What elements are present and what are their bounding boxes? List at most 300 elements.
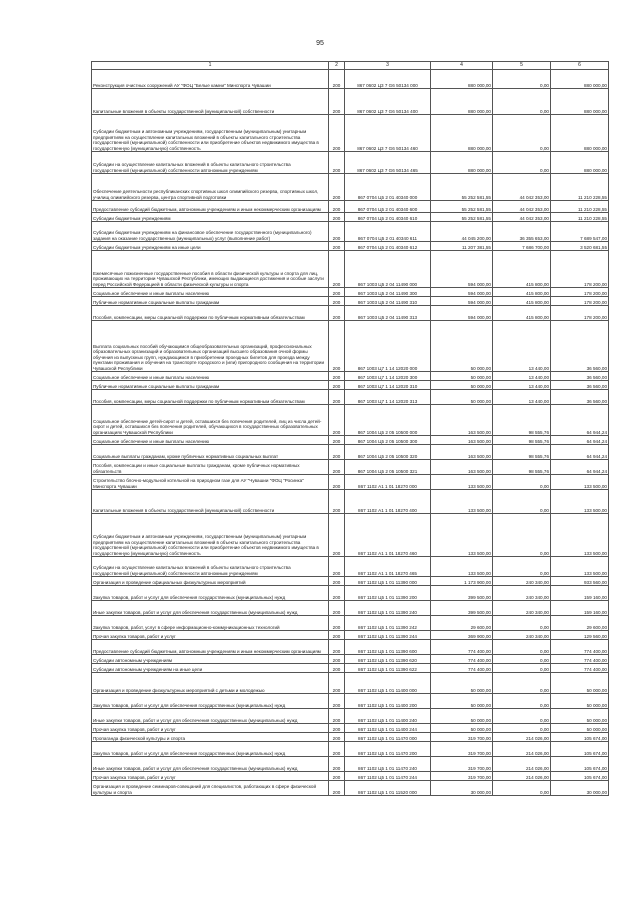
- row-budget-code: 867 1102 Ц5 1 01 11390 000: [345, 577, 431, 586]
- row-budget-code: 867 0602 Ц3 7 G6 50134 400: [345, 89, 431, 115]
- row-ved-code: 200: [329, 757, 345, 772]
- row-budget-code: 867 1102 Ц5 1 01 11390 600: [345, 640, 431, 655]
- row-description: Субсидии бюджетным учреждениям на иные цели: [92, 242, 329, 251]
- row-approved-amount: 594 000,00: [431, 288, 493, 297]
- row-ved-code: 200: [329, 781, 345, 796]
- row-executed-amount: 0,00: [493, 673, 551, 694]
- row-budget-code: 867 1004 Ц5 2 05 10500 300: [345, 436, 431, 445]
- row-budget-code: 867 1102 Ц5 1 01 11520 000: [345, 781, 431, 796]
- row-unexecuted-amount: 880 000,00: [551, 89, 609, 115]
- row-approved-amount: 163 500,00: [431, 405, 493, 436]
- row-budget-code: 867 1003 Ц7 1 14 12020 300: [345, 372, 431, 381]
- row-executed-amount: 0,00: [493, 616, 551, 631]
- row-unexecuted-amount: 36 560,00: [551, 321, 609, 372]
- row-unexecuted-amount: 178 200,00: [551, 288, 609, 297]
- row-budget-code: 867 1003 Ц7 1 14 12020 000: [345, 321, 431, 372]
- row-budget-code: 867 1003 Ц5 2 04 11490 313: [345, 306, 431, 321]
- row-approved-amount: 399 500,00: [431, 586, 493, 601]
- table-row: [92, 381, 609, 390]
- row-approved-amount: 50 000,00: [431, 673, 493, 694]
- row-budget-code: 867 1102 Ц5 1 01 11470 200: [345, 742, 431, 757]
- row-unexecuted-amount: 50 000,00: [551, 724, 609, 733]
- row-unexecuted-amount: 11 210 228,55: [551, 201, 609, 213]
- row-executed-amount: 240 340,00: [493, 631, 551, 640]
- row-ved-code: 200: [329, 655, 345, 664]
- row-budget-code: 867 1003 Ц5 2 04 11490 000: [345, 251, 431, 288]
- column-header-5: 5: [493, 62, 551, 70]
- row-description: Организация и проведение физкультурных мероприятий с детьми и молодежью: [92, 673, 329, 694]
- row-description: Выплата социальных пособий обучающимся общеобразовательных организаций, профессиональных образовательных организаций и образовательных организаций высшего образования очной формы обучения из выпускных групп, нуждающимся в приобретении проездных билетов для проезда между пунктами проживания и обучения на транспорте городского и (или) пригородного сообщения на территории Чувашской Республики: [92, 321, 329, 372]
- row-approved-amount: 44 045 200,00: [431, 222, 493, 242]
- table-row: [92, 733, 609, 742]
- table-row: [92, 297, 609, 306]
- row-unexecuted-amount: 30 000,00: [551, 781, 609, 796]
- row-approved-amount: 50 000,00: [431, 321, 493, 372]
- row-description: Социальные выплаты гражданам, кроме публичных нормативных социальных выплат: [92, 445, 329, 460]
- row-description: Субсидии на осуществление капитальных вложений в объекты капитального строительства государственной (муниципальной) собственности автономным учреждениям: [92, 152, 329, 174]
- row-approved-amount: 880 000,00: [431, 70, 493, 89]
- row-description: Иные закупки товаров, работ и услуг для обеспечения государственных (муниципальных) нужд: [92, 709, 329, 724]
- column-header-6: 6: [551, 62, 609, 70]
- row-executed-amount: 0,00: [493, 557, 551, 577]
- row-executed-amount: 98 555,76: [493, 405, 551, 436]
- row-unexecuted-amount: 36 560,00: [551, 390, 609, 405]
- row-executed-amount: 214 026,00: [493, 733, 551, 742]
- row-unexecuted-amount: 64 944,24: [551, 405, 609, 436]
- column-header-3: 3: [345, 62, 431, 70]
- row-executed-amount: 0,00: [493, 664, 551, 673]
- row-approved-amount: 55 252 581,55: [431, 201, 493, 213]
- row-description: Иные закупки товаров, работ и услуг для обеспечения государственных (муниципальных) нужд: [92, 757, 329, 772]
- row-budget-code: 867 1102 А1 1 01 18270 400: [345, 490, 431, 514]
- row-unexecuted-amount: 64 944,24: [551, 460, 609, 475]
- row-unexecuted-amount: 880 000,00: [551, 152, 609, 174]
- row-ved-code: 200: [329, 514, 345, 557]
- row-approved-amount: 133 500,00: [431, 475, 493, 490]
- row-executed-amount: 214 026,00: [493, 772, 551, 781]
- row-description: Субсидии бюджетным и автономным учреждениям, государственным (муниципальным) унитарным предприятиям на осуществление капитальных вложений в объекты капитального строительства государственной (муниципальной) собственности или приобретение объектов недвижимого имущества в государственную (муниципальную) собственность: [92, 115, 329, 152]
- row-unexecuted-amount: 933 560,00: [551, 577, 609, 586]
- row-description: Прочая закупка товаров, работ и услуг: [92, 772, 329, 781]
- row-ved-code: 200: [329, 381, 345, 390]
- row-approved-amount: 11 207 381,55: [431, 242, 493, 251]
- row-unexecuted-amount: 50 000,00: [551, 694, 609, 709]
- row-ved-code: 200: [329, 222, 345, 242]
- table-row: [92, 436, 609, 445]
- table-row: [92, 152, 609, 174]
- row-ved-code: 200: [329, 475, 345, 490]
- row-approved-amount: 594 000,00: [431, 297, 493, 306]
- row-ved-code: 200: [329, 557, 345, 577]
- row-budget-code: 867 1102 Ц5 1 01 11390 242: [345, 616, 431, 631]
- report-table: [91, 61, 609, 796]
- row-ved-code: 200: [329, 436, 345, 445]
- row-budget-code: 867 0602 Ц3 7 G6 50134 460: [345, 115, 431, 152]
- table-row: [92, 306, 609, 321]
- row-description: Субсидии бюджетным учреждениям: [92, 213, 329, 222]
- column-header-4: 4: [431, 62, 493, 70]
- row-description: Закупка товаров, работ и услуг для обеспечения государственных (муниципальных) нужд: [92, 742, 329, 757]
- table-row: [92, 115, 609, 152]
- row-executed-amount: 44 042 353,00: [493, 174, 551, 201]
- row-ved-code: 200: [329, 390, 345, 405]
- row-budget-code: 867 1102 Ц5 1 01 11470 240: [345, 757, 431, 772]
- table-row: [92, 781, 609, 796]
- table-row: [92, 390, 609, 405]
- row-executed-amount: 98 555,76: [493, 460, 551, 475]
- row-ved-code: 200: [329, 213, 345, 222]
- row-ved-code: 200: [329, 724, 345, 733]
- row-executed-amount: 98 555,76: [493, 436, 551, 445]
- row-budget-code: 867 1102 А1 1 01 18270 000: [345, 475, 431, 490]
- row-budget-code: 867 1003 Ц7 1 14 12020 310: [345, 381, 431, 390]
- row-budget-code: 867 1102 Ц5 1 01 11390 620: [345, 655, 431, 664]
- row-budget-code: 867 1102 А1 1 01 18270 460: [345, 514, 431, 557]
- row-unexecuted-amount: 178 200,00: [551, 251, 609, 288]
- row-approved-amount: 30 000,00: [431, 781, 493, 796]
- row-executed-amount: 415 800,00: [493, 251, 551, 288]
- row-ved-code: 200: [329, 772, 345, 781]
- row-budget-code: 867 1102 Ц5 1 01 11390 240: [345, 601, 431, 616]
- row-unexecuted-amount: 36 560,00: [551, 381, 609, 390]
- row-approved-amount: 880 000,00: [431, 89, 493, 115]
- row-approved-amount: 133 500,00: [431, 557, 493, 577]
- row-ved-code: 200: [329, 288, 345, 297]
- row-approved-amount: 163 500,00: [431, 445, 493, 460]
- row-unexecuted-amount: 64 944,24: [551, 436, 609, 445]
- row-ved-code: 200: [329, 70, 345, 89]
- row-executed-amount: 0,00: [493, 115, 551, 152]
- table-row: [92, 640, 609, 655]
- table-row: [92, 577, 609, 586]
- row-ved-code: 200: [329, 694, 345, 709]
- row-description: Организация и проведение семинаров-совещаний для специалистов, работающих в сфере физической культуры и спорта: [92, 781, 329, 796]
- row-budget-code: 867 0704 Ц5 2 01 40340 611: [345, 222, 431, 242]
- row-approved-amount: 319 700,00: [431, 772, 493, 781]
- row-budget-code: 867 1102 Ц5 1 01 11400 000: [345, 673, 431, 694]
- table-row: [92, 475, 609, 490]
- row-executed-amount: 0,00: [493, 694, 551, 709]
- row-approved-amount: 369 900,00: [431, 631, 493, 640]
- table-row: [92, 288, 609, 297]
- row-description: Субсидии бюджетным и автономным учреждениям, государственным (муниципальным) унитарным предприятиям на осуществление капитальных вложений в объекты капитального строительства государственной (муниципальной) собственности или приобретение объектов недвижимого имущества в государственную (муниципальную) собственность: [92, 514, 329, 557]
- row-description: Обеспечение деятельности республиканских спортивных школ олимпийского резерва, спортивных школ, училищ олимпийского резерва, центра спортивной подготовки: [92, 174, 329, 201]
- row-description: Реконструкция очистных сооружений АУ "ФОЦ "Белые камни" Минспорта Чувашии: [92, 70, 329, 89]
- table-row: [92, 201, 609, 213]
- row-unexecuted-amount: 159 160,00: [551, 586, 609, 601]
- row-approved-amount: 55 252 581,55: [431, 213, 493, 222]
- row-description: Субсидии автономным учреждениям на иные цели: [92, 664, 329, 673]
- row-approved-amount: 50 000,00: [431, 694, 493, 709]
- row-description: Публичные нормативные социальные выплаты гражданам: [92, 297, 329, 306]
- table-row: [92, 742, 609, 757]
- row-budget-code: 867 0602 Ц3 7 G6 50134 000: [345, 70, 431, 89]
- row-description: Закупка товаров, работ и услуг для обеспечения государственных (муниципальных) нужд: [92, 586, 329, 601]
- row-ved-code: 200: [329, 321, 345, 372]
- row-description: Социальное обеспечение детей-сирот и детей, оставшихся без попечения родителей, лиц из числа детей-сирот и детей, оставшихся без попечения родителей, обучающихся в государственных образовательных организациях Чувашской Республики: [92, 405, 329, 436]
- table-row: [92, 557, 609, 577]
- table-row: [92, 757, 609, 772]
- table-row: [92, 664, 609, 673]
- row-ved-code: 200: [329, 742, 345, 757]
- row-unexecuted-amount: 11 210 228,55: [551, 174, 609, 201]
- row-unexecuted-amount: 133 500,00: [551, 490, 609, 514]
- row-approved-amount: 55 252 581,55: [431, 174, 493, 201]
- row-executed-amount: 0,00: [493, 640, 551, 655]
- row-executed-amount: 0,00: [493, 655, 551, 664]
- row-executed-amount: 240 340,00: [493, 577, 551, 586]
- row-executed-amount: 13 440,00: [493, 381, 551, 390]
- row-executed-amount: 0,00: [493, 70, 551, 89]
- row-budget-code: 867 1102 Ц5 1 01 11470 244: [345, 772, 431, 781]
- row-unexecuted-amount: 774 400,00: [551, 664, 609, 673]
- row-unexecuted-amount: 105 674,00: [551, 757, 609, 772]
- row-ved-code: 200: [329, 640, 345, 655]
- row-budget-code: 867 0704 Ц5 2 01 40340 000: [345, 174, 431, 201]
- row-approved-amount: 594 000,00: [431, 306, 493, 321]
- row-budget-code: 867 0704 Ц5 2 01 40340 612: [345, 242, 431, 251]
- row-ved-code: 200: [329, 460, 345, 475]
- row-description: Социальное обеспечение и иные выплаты населению: [92, 288, 329, 297]
- table-row: [92, 89, 609, 115]
- row-ved-code: 200: [329, 115, 345, 152]
- row-budget-code: 867 1003 Ц5 2 04 11490 310: [345, 297, 431, 306]
- row-unexecuted-amount: 178 200,00: [551, 306, 609, 321]
- table-row: [92, 174, 609, 201]
- table-row: [92, 222, 609, 242]
- row-budget-code: 867 1102 Ц5 1 01 11400 200: [345, 694, 431, 709]
- row-ved-code: 200: [329, 673, 345, 694]
- row-executed-amount: 415 800,00: [493, 306, 551, 321]
- header-row: [92, 62, 609, 70]
- table-row: [92, 772, 609, 781]
- row-ved-code: 200: [329, 586, 345, 601]
- row-budget-code: 867 1003 Ц7 1 14 12020 313: [345, 390, 431, 405]
- row-unexecuted-amount: 36 560,00: [551, 372, 609, 381]
- row-executed-amount: 7 686 700,00: [493, 242, 551, 251]
- row-unexecuted-amount: 105 674,00: [551, 733, 609, 742]
- row-unexecuted-amount: 105 674,00: [551, 772, 609, 781]
- row-description: Закупка товаров, работ и услуг для обеспечения государственных (муниципальных) нужд: [92, 694, 329, 709]
- row-budget-code: 867 0704 Ц5 2 01 40340 600: [345, 201, 431, 213]
- row-ved-code: 200: [329, 577, 345, 586]
- row-ved-code: 200: [329, 306, 345, 321]
- row-ved-code: 200: [329, 152, 345, 174]
- row-description: Капитальные вложения в объекты государственной (муниципальной) собственности: [92, 89, 329, 115]
- table-row: [92, 460, 609, 475]
- row-executed-amount: 0,00: [493, 724, 551, 733]
- table-row: [92, 321, 609, 372]
- table-row: [92, 601, 609, 616]
- row-description: Прочая закупка товаров, работ и услуг: [92, 724, 329, 733]
- row-ved-code: 200: [329, 490, 345, 514]
- table-row: [92, 655, 609, 664]
- column-header-2: 2: [329, 62, 345, 70]
- row-executed-amount: 13 440,00: [493, 372, 551, 381]
- row-executed-amount: 415 800,00: [493, 288, 551, 297]
- row-unexecuted-amount: 64 944,24: [551, 445, 609, 460]
- row-budget-code: 867 1102 Ц5 1 01 11390 622: [345, 664, 431, 673]
- row-approved-amount: 50 000,00: [431, 381, 493, 390]
- row-approved-amount: 50 000,00: [431, 724, 493, 733]
- row-unexecuted-amount: 133 500,00: [551, 514, 609, 557]
- row-approved-amount: 319 700,00: [431, 742, 493, 757]
- row-ved-code: 200: [329, 174, 345, 201]
- row-ved-code: 200: [329, 242, 345, 251]
- row-unexecuted-amount: 133 500,00: [551, 557, 609, 577]
- row-description: Предоставление субсидий бюджетным, автономным учреждениям и иным некоммерческим организациям: [92, 640, 329, 655]
- row-executed-amount: 240 340,00: [493, 586, 551, 601]
- table-row: [92, 242, 609, 251]
- row-executed-amount: 44 042 353,00: [493, 201, 551, 213]
- row-unexecuted-amount: 3 520 681,55: [551, 242, 609, 251]
- row-executed-amount: 0,00: [493, 709, 551, 724]
- row-budget-code: 867 1102 Ц5 1 01 11390 200: [345, 586, 431, 601]
- row-unexecuted-amount: 29 600,00: [551, 616, 609, 631]
- row-ved-code: 200: [329, 631, 345, 640]
- row-approved-amount: 163 500,00: [431, 460, 493, 475]
- row-executed-amount: 214 026,00: [493, 742, 551, 757]
- row-budget-code: 867 1102 Ц5 1 01 11390 244: [345, 631, 431, 640]
- row-approved-amount: 1 173 900,00: [431, 577, 493, 586]
- row-description: Ежемесячные пожизненные государственные пособия в области физической культуры и спорта для лиц, проживающих на территории Чувашской Республики, имеющих выдающиеся достижения и особые заслуги перед Российской Федерацией в области физической культуры и спорта: [92, 251, 329, 288]
- row-description: Пособия, компенсации, меры социальной поддержки по публичным нормативным обязательствам: [92, 306, 329, 321]
- row-unexecuted-amount: 774 400,00: [551, 640, 609, 655]
- table-row: [92, 445, 609, 460]
- page-number: 95: [316, 40, 324, 47]
- table-row: [92, 673, 609, 694]
- row-approved-amount: 319 700,00: [431, 757, 493, 772]
- row-unexecuted-amount: 774 400,00: [551, 655, 609, 664]
- row-executed-amount: 98 555,76: [493, 445, 551, 460]
- table-row: [92, 724, 609, 733]
- row-approved-amount: 133 500,00: [431, 514, 493, 557]
- row-ved-code: 200: [329, 709, 345, 724]
- row-ved-code: 200: [329, 664, 345, 673]
- table-row: [92, 709, 609, 724]
- table-row: [92, 631, 609, 640]
- row-executed-amount: 0,00: [493, 781, 551, 796]
- row-ved-code: 200: [329, 733, 345, 742]
- row-approved-amount: 880 000,00: [431, 115, 493, 152]
- row-ved-code: 200: [329, 601, 345, 616]
- row-approved-amount: 399 500,00: [431, 601, 493, 616]
- row-approved-amount: 50 000,00: [431, 709, 493, 724]
- row-description: Предоставление субсидий бюджетным, автономным учреждениям и иным некоммерческим организациям: [92, 201, 329, 213]
- row-ved-code: 200: [329, 405, 345, 436]
- row-executed-amount: 415 800,00: [493, 297, 551, 306]
- row-description: Социальное обеспечение и иные выплаты населению: [92, 436, 329, 445]
- row-ved-code: 200: [329, 616, 345, 631]
- row-approved-amount: 880 000,00: [431, 152, 493, 174]
- row-description: Организация и проведение официальных физкультурных мероприятий: [92, 577, 329, 586]
- table-row: [92, 586, 609, 601]
- row-executed-amount: 240 340,00: [493, 601, 551, 616]
- row-description: Социальное обеспечение и иные выплаты населению: [92, 372, 329, 381]
- row-approved-amount: 133 500,00: [431, 490, 493, 514]
- row-unexecuted-amount: 50 000,00: [551, 709, 609, 724]
- row-budget-code: 867 1004 Ц5 2 05 10500 000: [345, 405, 431, 436]
- row-budget-code: 867 1102 Ц5 1 01 11400 240: [345, 709, 431, 724]
- row-description: Субсидии на осуществление капитальных вложений в объекты капитального строительства государственной (муниципальной) собственности автономным учреждениям: [92, 557, 329, 577]
- row-budget-code: 867 1004 Ц5 2 05 10500 320: [345, 445, 431, 460]
- row-executed-amount: 0,00: [493, 475, 551, 490]
- row-budget-code: 867 1102 Ц5 1 01 11470 000: [345, 733, 431, 742]
- row-budget-code: 867 0602 Ц3 7 G6 50134 465: [345, 152, 431, 174]
- table-row: [92, 514, 609, 557]
- table-row: [92, 490, 609, 514]
- row-unexecuted-amount: 50 000,00: [551, 673, 609, 694]
- table-row: [92, 694, 609, 709]
- row-description: Пособия, компенсации, меры социальной поддержки по публичным нормативным обязательствам: [92, 390, 329, 405]
- row-description: Субсидии бюджетным учреждениям на финансовое обеспечение государственного (муниципального) задания на оказание государственных (муниципальных) услуг (выполнение работ): [92, 222, 329, 242]
- row-budget-code: 867 1004 Ц5 2 05 10500 321: [345, 460, 431, 475]
- row-description: Пособия, компенсации и иные социальные выплаты гражданам, кроме публичных нормативных обязательств: [92, 460, 329, 475]
- row-description: Закупка товаров, работ, услуг в сфере информационно-коммуникационных технологий: [92, 616, 329, 631]
- row-approved-amount: 50 000,00: [431, 390, 493, 405]
- row-approved-amount: 50 000,00: [431, 372, 493, 381]
- row-executed-amount: 13 440,00: [493, 390, 551, 405]
- row-executed-amount: 0,00: [493, 490, 551, 514]
- row-ved-code: 200: [329, 372, 345, 381]
- row-executed-amount: 44 042 353,00: [493, 213, 551, 222]
- row-approved-amount: 774 400,00: [431, 655, 493, 664]
- row-approved-amount: 319 700,00: [431, 733, 493, 742]
- row-unexecuted-amount: 880 000,00: [551, 115, 609, 152]
- row-unexecuted-amount: 129 560,00: [551, 631, 609, 640]
- column-header-1: 1: [92, 62, 329, 70]
- row-unexecuted-amount: 7 689 547,00: [551, 222, 609, 242]
- row-description: Пропаганда физической культуры и спорта: [92, 733, 329, 742]
- row-approved-amount: 163 500,00: [431, 436, 493, 445]
- row-description: Капитальные вложения в объекты государственной (муниципальной) собственности: [92, 490, 329, 514]
- table-row: [92, 616, 609, 631]
- report-body: [92, 70, 609, 796]
- row-approved-amount: 594 000,00: [431, 251, 493, 288]
- row-approved-amount: 29 600,00: [431, 616, 493, 631]
- row-ved-code: 200: [329, 297, 345, 306]
- table-row: [92, 213, 609, 222]
- row-budget-code: 867 1102 А1 1 01 18270 465: [345, 557, 431, 577]
- row-executed-amount: 214 026,00: [493, 757, 551, 772]
- row-description: Строительство блочно-модульной котельной на природном газе для АУ "Чувашии "ФОЦ "Росинка" Минспорта Чувашии: [92, 475, 329, 490]
- row-budget-code: 867 1102 Ц5 1 01 11400 244: [345, 724, 431, 733]
- row-ved-code: 200: [329, 445, 345, 460]
- row-ved-code: 200: [329, 201, 345, 213]
- row-description: Публичные нормативные социальные выплаты гражданам: [92, 381, 329, 390]
- row-unexecuted-amount: 178 200,00: [551, 297, 609, 306]
- row-description: Субсидии автономным учреждениям: [92, 655, 329, 664]
- row-unexecuted-amount: 105 674,00: [551, 742, 609, 757]
- row-budget-code: 867 0704 Ц5 2 01 40340 610: [345, 213, 431, 222]
- table-row: [92, 70, 609, 89]
- row-executed-amount: 0,00: [493, 152, 551, 174]
- table-row: [92, 405, 609, 436]
- row-executed-amount: 0,00: [493, 89, 551, 115]
- row-description: Прочая закупка товаров, работ и услуг: [92, 631, 329, 640]
- row-ved-code: 200: [329, 251, 345, 288]
- table-row: [92, 251, 609, 288]
- row-approved-amount: 774 400,00: [431, 640, 493, 655]
- row-executed-amount: 0,00: [493, 514, 551, 557]
- row-unexecuted-amount: 133 500,00: [551, 475, 609, 490]
- row-approved-amount: 774 400,00: [431, 664, 493, 673]
- row-description: Иные закупки товаров, работ и услуг для обеспечения государственных (муниципальных) нужд: [92, 601, 329, 616]
- row-executed-amount: 13 440,00: [493, 321, 551, 372]
- row-ved-code: 200: [329, 89, 345, 115]
- table-row: [92, 372, 609, 381]
- row-executed-amount: 36 355 653,00: [493, 222, 551, 242]
